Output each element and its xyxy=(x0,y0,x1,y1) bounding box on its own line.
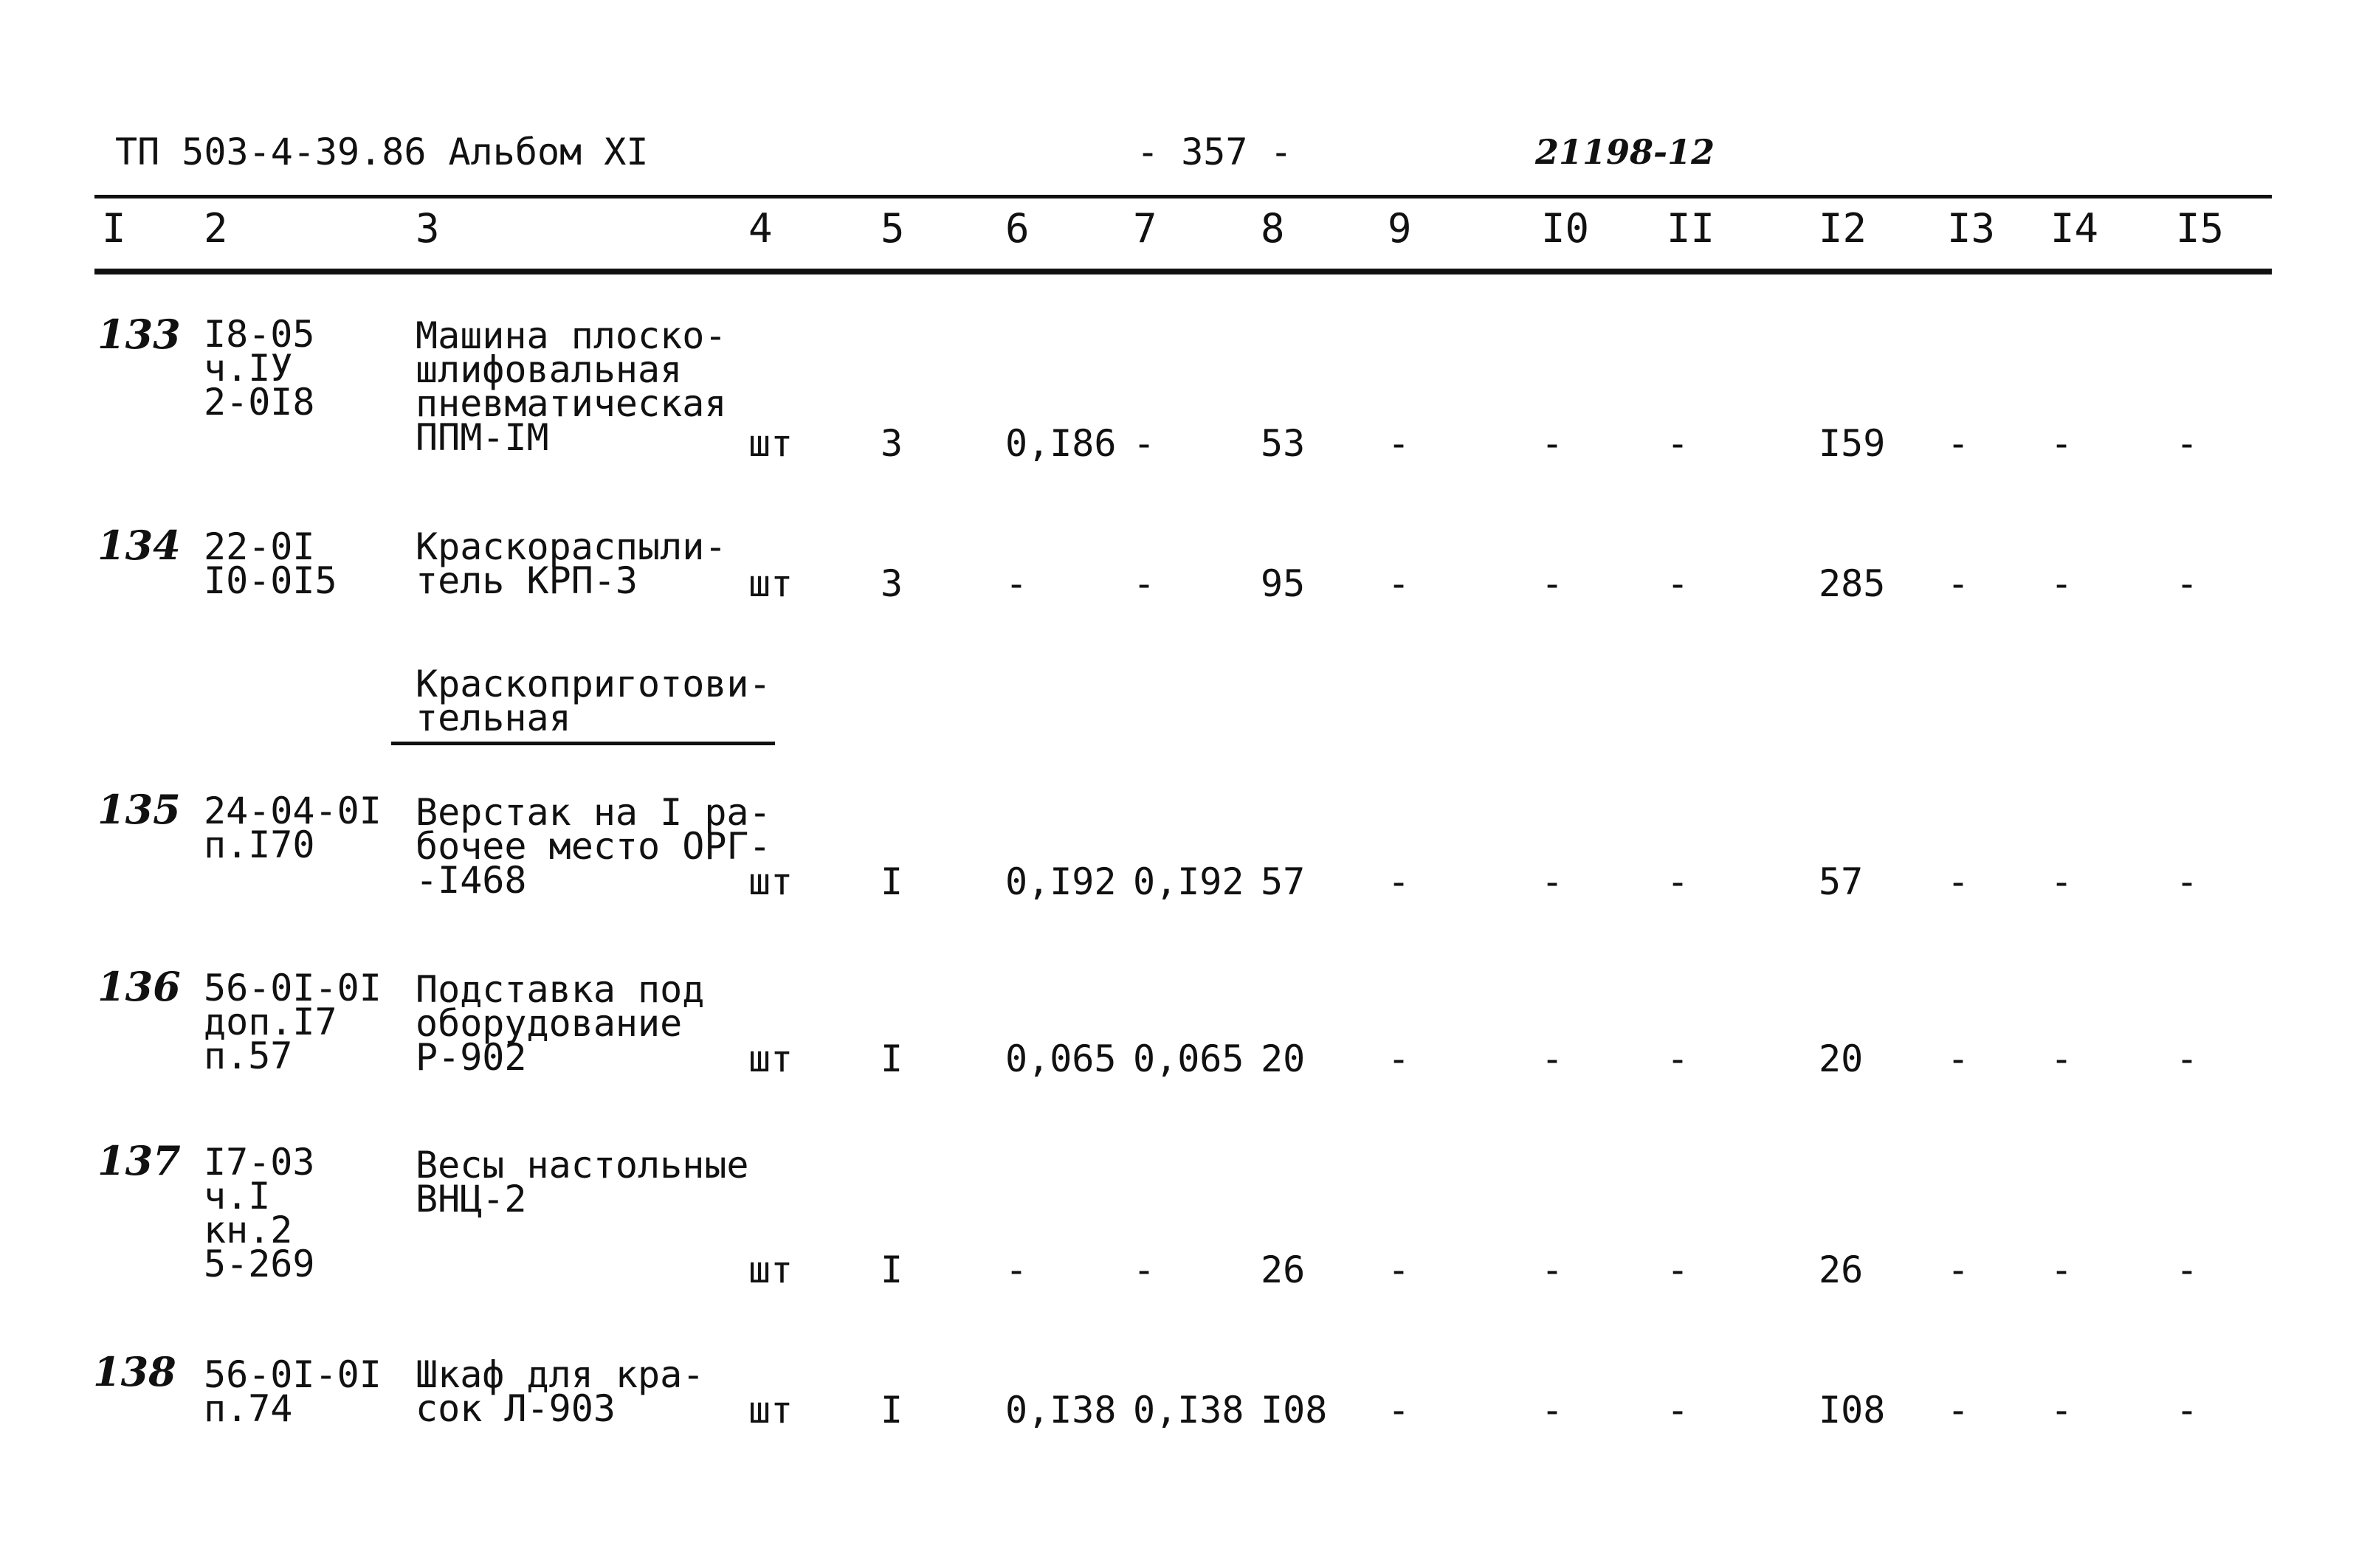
column-header-12: I2 xyxy=(1819,205,1867,252)
row-number: 136 xyxy=(97,963,181,1010)
row-col11: - xyxy=(1667,422,1689,465)
row-col12: 20 xyxy=(1819,1037,1864,1080)
row-col13: - xyxy=(1947,1037,1970,1080)
row-col14: - xyxy=(2050,1037,2073,1080)
row-col9: - xyxy=(1388,1037,1410,1080)
column-header-10: I0 xyxy=(1541,205,1590,252)
row-col9: - xyxy=(1388,422,1410,465)
row-col8: 95 xyxy=(1261,562,1306,605)
row-col10: - xyxy=(1541,422,1564,465)
row-code: 24-04-0I п.I70 xyxy=(204,790,382,866)
row-col12: 57 xyxy=(1819,860,1864,903)
row-col10: - xyxy=(1541,860,1564,903)
column-header-7: 7 xyxy=(1133,205,1157,252)
row-col10: - xyxy=(1541,1037,1564,1080)
row-code: 22-0I I0-0I5 xyxy=(204,525,337,602)
row-unit: шт xyxy=(748,1248,793,1291)
row-col8: 53 xyxy=(1261,422,1306,465)
row-code: I8-05 ч.IУ 2-0I8 xyxy=(204,313,315,424)
row-col12: I08 xyxy=(1819,1389,1886,1431)
row-number: 134 xyxy=(97,522,181,569)
row-number: 133 xyxy=(97,311,181,358)
row-col9: - xyxy=(1388,562,1410,605)
row-col10: - xyxy=(1541,1389,1564,1431)
row-col6: 0,I92 xyxy=(1005,860,1117,903)
row-name: Шкаф для кра- сок Л-903 xyxy=(416,1353,705,1430)
row-col6: 0,I38 xyxy=(1005,1389,1117,1431)
row-unit: шт xyxy=(748,1389,793,1431)
row-col9: - xyxy=(1388,1248,1410,1291)
row-col14: - xyxy=(2050,1389,2073,1431)
row-col6: 0,I86 xyxy=(1005,422,1117,465)
row-number: 135 xyxy=(97,786,181,833)
row-name: Подставка под оборудование Р-902 xyxy=(416,968,705,1079)
column-header-13: I3 xyxy=(1947,205,1996,252)
column-header-9: 9 xyxy=(1388,205,1412,252)
row-col9: - xyxy=(1388,860,1410,903)
row-col13: - xyxy=(1947,1389,1970,1431)
row-col13: - xyxy=(1947,562,1970,605)
row-col11: - xyxy=(1667,562,1689,605)
row-unit: шт xyxy=(748,860,793,903)
row-col14: - xyxy=(2050,1248,2073,1291)
row-col7: 0,I38 xyxy=(1133,1389,1244,1431)
row-unit: шт xyxy=(748,1037,793,1080)
row-col15: - xyxy=(2176,1389,2199,1431)
row-col15: - xyxy=(2176,422,2199,465)
row-name: Верстак на I ра- бочее место ОРГ- -I468 xyxy=(416,791,771,902)
row-qty: 3 xyxy=(881,562,903,605)
row-col13: - xyxy=(1947,1248,1970,1291)
column-header-2: 2 xyxy=(204,205,228,252)
row-code: I7-03 ч.I кн.2 5-269 xyxy=(204,1141,315,1285)
row-name: Краскораспыли- тель КРП-3 xyxy=(416,525,727,602)
row-code: 56-0I-0I п.74 xyxy=(204,1353,382,1430)
row-unit: шт xyxy=(748,562,793,605)
row-col15: - xyxy=(2176,860,2199,903)
column-header-4: 4 xyxy=(748,205,773,252)
row-col6: - xyxy=(1005,562,1028,605)
row-col11: - xyxy=(1667,1248,1689,1291)
section-underline xyxy=(391,742,775,745)
row-col8: 20 xyxy=(1261,1037,1306,1080)
row-qty: I xyxy=(881,1248,903,1291)
column-header-3: 3 xyxy=(416,205,440,252)
row-name: Весы настольные ВНЦ-2 xyxy=(416,1144,749,1220)
row-qty: 3 xyxy=(881,422,903,465)
page-number: - 357 - xyxy=(1137,131,1292,173)
row-col13: - xyxy=(1947,860,1970,903)
row-col7: - xyxy=(1133,562,1156,605)
row-col10: - xyxy=(1541,1248,1564,1291)
column-header-8: 8 xyxy=(1261,205,1285,252)
row-number: 137 xyxy=(97,1137,181,1184)
row-col12: I59 xyxy=(1819,422,1886,465)
row-col7: - xyxy=(1133,1248,1156,1291)
row-col15: - xyxy=(2176,1037,2199,1080)
row-col15: - xyxy=(2176,1248,2199,1291)
row-col13: - xyxy=(1947,422,1970,465)
row-col6: - xyxy=(1005,1248,1028,1291)
row-col11: - xyxy=(1667,1389,1689,1431)
document-code: ТП 503-4-39.86 Альбом XI xyxy=(115,131,649,173)
sheet-reference: 21198-12 xyxy=(1535,132,1715,172)
row-name: Машина плоско- шлифовальная пневматическая ППМ-IМ xyxy=(416,314,727,459)
row-col7: - xyxy=(1133,422,1156,465)
row-code: 56-0I-0I доп.I7 п.57 xyxy=(204,967,382,1077)
row-qty: I xyxy=(881,1389,903,1431)
row-qty: I xyxy=(881,1037,903,1080)
column-header-1: I xyxy=(102,205,126,252)
row-col12: 285 xyxy=(1819,562,1886,605)
row-col8: 26 xyxy=(1261,1248,1306,1291)
column-header-15: I5 xyxy=(2176,205,2225,252)
row-col8: 57 xyxy=(1261,860,1306,903)
row-number: 138 xyxy=(93,1348,176,1395)
column-header-14: I4 xyxy=(2050,205,2099,252)
row-col12: 26 xyxy=(1819,1248,1864,1291)
row-col11: - xyxy=(1667,860,1689,903)
row-col8: I08 xyxy=(1261,1389,1328,1431)
top-rule xyxy=(94,195,2272,198)
row-col15: - xyxy=(2176,562,2199,605)
column-header-5: 5 xyxy=(881,205,905,252)
row-col6: 0,065 xyxy=(1005,1037,1117,1080)
row-col14: - xyxy=(2050,860,2073,903)
row-col10: - xyxy=(1541,562,1564,605)
header-rule xyxy=(94,269,2272,274)
row-col14: - xyxy=(2050,422,2073,465)
row-unit: шт xyxy=(748,422,793,465)
row-qty: I xyxy=(881,860,903,903)
section-heading: Краскоприготови- тельная xyxy=(416,663,771,739)
row-col9: - xyxy=(1388,1389,1410,1431)
column-header-6: 6 xyxy=(1005,205,1030,252)
row-col7: 0,065 xyxy=(1133,1037,1244,1080)
row-col14: - xyxy=(2050,562,2073,605)
column-header-11: II xyxy=(1667,205,1715,252)
row-col11: - xyxy=(1667,1037,1689,1080)
row-col7: 0,I92 xyxy=(1133,860,1244,903)
